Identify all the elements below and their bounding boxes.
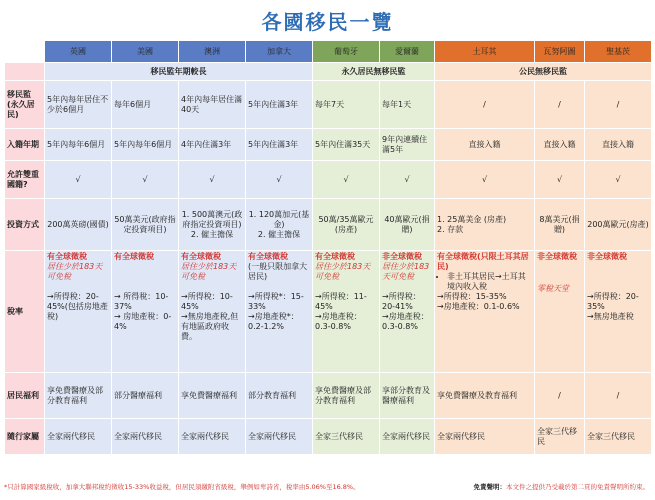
cell-dual-us: √ [112,161,179,199]
disclaimer-text: 本文件之提供乃受載於第二頁的免責聲明所約束。 [506,483,649,491]
tax-uk-detail: →所得稅：20-45%(包括房地產稅) [47,292,108,321]
cell-welfare-tr: 享免費醫療及教育福利 [435,373,535,419]
tax-us-head: 有全球徵稅 [114,252,154,261]
header-tr: 土耳其 [435,41,535,63]
cell-supervision-vu: / [535,81,585,129]
cell-dual-ca: √ [246,161,313,199]
category-corner [5,63,45,81]
cell-supervision-au: 4年內每年居住滿40天 [179,81,246,129]
cell-invest-ie: 40萬歐元(捐贈) [380,199,435,251]
category-blue: 移民監年期較長 [45,63,313,81]
tax-pt-head: 有全球徵稅 [315,252,355,261]
tax-pt-note: 居住少於183天可免稅 [315,262,371,281]
cell-entry-ie: 9年內連續住滿5年 [380,129,435,161]
tax-ca-note: (一般只限加拿大居民) [248,262,308,281]
tax-tr-detail-1: →所得稅：15-35% [437,292,507,301]
row-supervision [5,81,652,129]
cell-supervision-ie: 每年1天 [380,81,435,129]
header-kn: 聖基茨 [585,41,652,63]
tax-ca-detail-2: →房地產稅*：0.2-1.2% [248,312,299,331]
cell-family-vu: 全家三代移民 [535,419,585,455]
cell-invest-tr [435,199,535,251]
tax-vu-head: 非全球徵稅 [537,252,577,261]
cell-invest-ca [246,199,313,251]
cell-entry-tr: 直接入籍 [435,129,535,161]
cell-tax-us [112,251,179,373]
cell-invest-us: 50萬美元(政府指定投資項目) [112,199,179,251]
header-au: 澳洲 [179,41,246,63]
invest-ca-line-2: 2. 僱主擔保 [257,229,301,239]
row-family [5,419,652,455]
cell-tax-uk [45,251,112,373]
cell-welfare-ca: 部分教育福利 [246,373,313,419]
tax-ie-detail-1: →所得稅：20-41% [382,292,421,311]
header-vu: 瓦努阿圖 [535,41,585,63]
cell-dual-au: √ [179,161,246,199]
cell-family-kn: 全家三代移民 [585,419,652,455]
row-entry [5,129,652,161]
invest-au-line-2: 2. 僱主擔保 [190,229,234,239]
tax-kn-head: 非全球徵稅 [587,252,627,261]
cell-tax-au [179,251,246,373]
cell-entry-uk: 5年內每年6個月 [45,129,112,161]
cell-welfare-ie: 享部分教育及醫療福利 [380,373,435,419]
disclaimer [474,482,650,491]
cell-tax-kn [585,251,652,373]
row-label-entry: 入籍年期 [5,129,45,161]
tax-ca-detail-1: →所得稅*：15-33% [248,292,304,311]
cell-dual-pt: √ [313,161,380,199]
tax-tr-detail-2: →房地產稅：0.1-0.6% [437,302,520,311]
header-pt: 葡萄牙 [313,41,380,63]
cell-welfare-us: 部分醫療福利 [112,373,179,419]
tax-ie-note: 居住少於183天可免稅 [382,262,430,281]
cell-invest-uk: 200萬英磅(國債) [45,199,112,251]
tax-au-note: 居住少於183天可免稅 [181,262,237,281]
tax-uk-note: 居住少於183天可免稅 [47,262,103,281]
cell-tax-ie [380,251,435,373]
cell-entry-au: 4年內住滿3年 [179,129,246,161]
tax-pt-detail-2: →房地產稅：0.3-0.8% [315,312,362,331]
cell-entry-vu: 直接入籍 [535,129,585,161]
tax-tr-bullet: • 非土耳其居民→土耳其境內收入稅 [447,272,532,292]
row-tax [5,251,652,373]
cell-supervision-us: 每年6個月 [112,81,179,129]
row-label-tax: 稅率 [5,251,45,373]
tax-tr-list [437,272,532,292]
tax-au-detail-1: →所得稅：10-45% [181,292,233,311]
tax-ie-detail-2: →房地產稅：0.3-0.8% [382,312,429,331]
cell-welfare-vu: / [535,373,585,419]
cell-supervision-ca: 5年內住滿3年 [246,81,313,129]
cell-dual-tr: √ [435,161,535,199]
invest-ca-line-1: 1. 120萬加元(基金) [248,209,310,229]
cell-family-ie: 全家兩代移民 [380,419,435,455]
category-green: 永久居民無移民監 [313,63,435,81]
cell-family-ca: 全家兩代移民 [246,419,313,455]
disclaimer-label: 免責聲明： [473,483,506,491]
row-label-family: 隨行家屬 [5,419,45,455]
page-title: 各國移民一覽 [261,10,394,34]
tax-us-detail-2: → 房地產稅：0-4% [114,312,172,331]
cell-tax-vu [535,251,585,373]
header-row [5,41,652,63]
cell-dual-uk: √ [45,161,112,199]
row-invest [5,199,652,251]
cell-invest-vu: 8萬美元(捐贈) [535,199,585,251]
tax-pt-detail-1: →所得稅：11-45% [315,292,367,311]
cell-invest-pt: 50萬/35萬歐元(房產) [313,199,380,251]
cell-entry-us: 5年內每年6個月 [112,129,179,161]
cell-welfare-kn: / [585,373,652,419]
row-label-supervision: 移民監(永久居民) [5,81,45,129]
header-ca: 加拿大 [246,41,313,63]
tax-us-detail-1: → 所得稅：10-37% [114,292,169,311]
tax-ca-head: 有全球徵稅 [248,252,288,261]
cell-welfare-au: 享免費醫療福利 [179,373,246,419]
immigration-comparison-table [4,40,652,455]
cell-supervision-kn: / [585,81,652,129]
cell-entry-pt: 5年內住滿35天 [313,129,380,161]
tax-au-head: 有全球徵稅 [181,252,221,261]
cell-dual-vu: √ [535,161,585,199]
tax-ie-head: 非全球徵稅 [382,252,422,261]
cell-family-us: 全家兩代移民 [112,419,179,455]
cell-dual-kn: √ [585,161,652,199]
tax-kn-detail-1: →所得稅：20-35% [587,292,639,311]
cell-supervision-tr: / [435,81,535,129]
cell-family-tr: 全家兩代移民 [435,419,535,455]
cell-family-uk: 全家兩代移民 [45,419,112,455]
cell-entry-ca: 5年內住滿3年 [246,129,313,161]
row-welfare [5,373,652,419]
row-label-invest: 投資方式 [5,199,45,251]
cell-family-pt: 全家三代移民 [313,419,380,455]
row-label-welfare: 居民福利 [5,373,45,419]
cell-welfare-uk: 享免費醫療及部分教育福利 [45,373,112,419]
cell-tax-tr [435,251,535,373]
invest-tr-line-1: 1. 25萬美金 (房產) [437,214,507,224]
cell-supervision-uk: 5年內每年居住不少於6個月 [45,81,112,129]
cell-invest-au [179,199,246,251]
header-ie: 愛爾蘭 [380,41,435,63]
tax-au-detail-2: →無房地產稅,但有地區政府收費。 [181,312,239,341]
cell-tax-pt [313,251,380,373]
cell-invest-kn: 200萬歐元(房產) [585,199,652,251]
cell-dual-ie: √ [380,161,435,199]
header-corner [5,41,45,63]
row-dual [5,161,652,199]
invest-tr-line-2: 2. 存款 [437,224,464,234]
cell-welfare-pt: 享免費醫療及部分教育福利 [313,373,380,419]
cell-family-au: 全家兩代移民 [179,419,246,455]
footnote: *只計算國家級稅收，加拿大聯邦稅約徵收15-33%收益稅，但居民須繳附省級稅，舉例如卑詩省，稅率由5.06%至16.8%。 [4,483,360,491]
category-orange: 公民無移民監 [435,63,652,81]
cell-tax-ca [246,251,313,373]
header-uk: 英國 [45,41,112,63]
category-row [5,63,652,81]
invest-au-line-1: 1. 500萬澳元(政府指定投資項目) [181,209,243,229]
tax-kn-detail-2: →無房地產稅 [587,312,634,321]
cell-supervision-pt: 每年7天 [313,81,380,129]
row-label-dual: 允許雙重國籍? [5,161,45,199]
tax-tr-head: 有全球徵稅(只限土耳其居民) [437,252,529,271]
tax-uk-head: 有全球徵稅 [47,252,87,261]
header-us: 美國 [112,41,179,63]
tax-vu-note: 零稅天堂 [537,284,569,293]
cell-entry-kn: 直接入籍 [585,129,652,161]
